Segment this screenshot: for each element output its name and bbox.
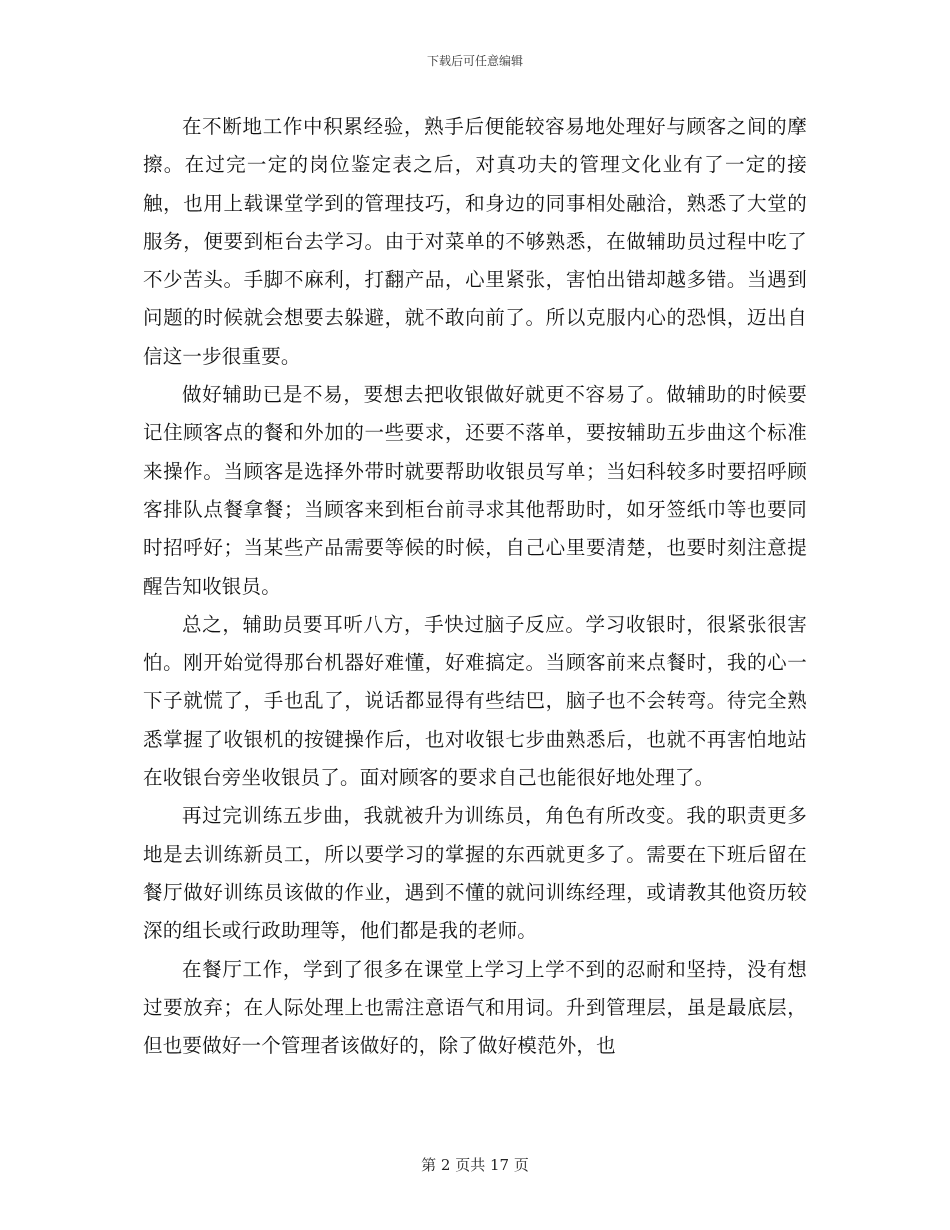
paragraph-5: 在餐厅工作，学到了很多在课堂上学习上学不到的忍耐和坚持，没有想过要放弃；在人际处理上也需注意语气和用词。升到管理层，虽是最底层，但也要做好一个管理者该做好的，除了做好模范外，也: [143, 957, 807, 1058]
paragraph-3: 总之，辅助员要耳听八方，手快过脑子反应。学习收银时，很紧张很害怕。刚开始觉得那台机器好难懂，好难搞定。当顾客前来点餐时，我的心一下子就慌了，手也乱了，说话都显得有些结巴，脑子也不会转弯。待完全熟悉掌握了收银机的按键操作后，也对收银七步曲熟悉后，也就不再害怕地站在收银台旁坐收银员了。面对顾客的要求自己也能很好地处理了。: [143, 612, 807, 790]
paragraph-2: 做好辅助已是不易，要想去把收银做好就更不容易了。做辅助的时候要记住顾客点的餐和外加的一些要求，还要不落单，要按辅助五步曲这个标准来操作。当顾客是选择外带时就要帮助收银员写单；当妇科较多时要招呼顾客排队点餐拿餐；当顾客来到柜台前寻求其他帮助时，如牙签纸巾等也要同时招呼好；当某些产品需要等候的时候，自己心里要清楚，也要时刻注意提醒告知收银员。: [143, 383, 807, 598]
page-number: 第 2 页共 17 页: [421, 1156, 529, 1174]
paragraph-1: 在不断地工作中积累经验，熟手后便能较容易地处理好与顾客之间的摩擦。在过完一定的岗位鉴定表之后，对真功夫的管理文化业有了一定的接触，也用上载课堂学到的管理技巧，和身边的同事相处融洽，熟悉了大堂的服务，便要到柜台去学习。由于对菜单的不够熟悉，在做辅助员过程中吃了不少苦头。手脚不麻利，打翻产品，心里紧张，害怕出错却越多错。当遇到问题的时候就会想要去躲避，就不敢向前了。所以克服内心的恐惧，迈出自信这一步很重要。: [143, 115, 807, 368]
page-header: 下载后可任意编辑: [426, 54, 523, 68]
body-text: [143, 108, 807, 1065]
paragraph-4: 再过完训练五步曲，我就被升为训练员，角色有所改变。我的职责更多地是去训练新员工，所以要学习的掌握的东西就更多了。需要在下班后留在餐厅做好训练员该做的作业，遇到不懂的就问训练经理，或请教其他资历较深的组长或行政助理等，他们都是我的老师。: [143, 804, 807, 943]
